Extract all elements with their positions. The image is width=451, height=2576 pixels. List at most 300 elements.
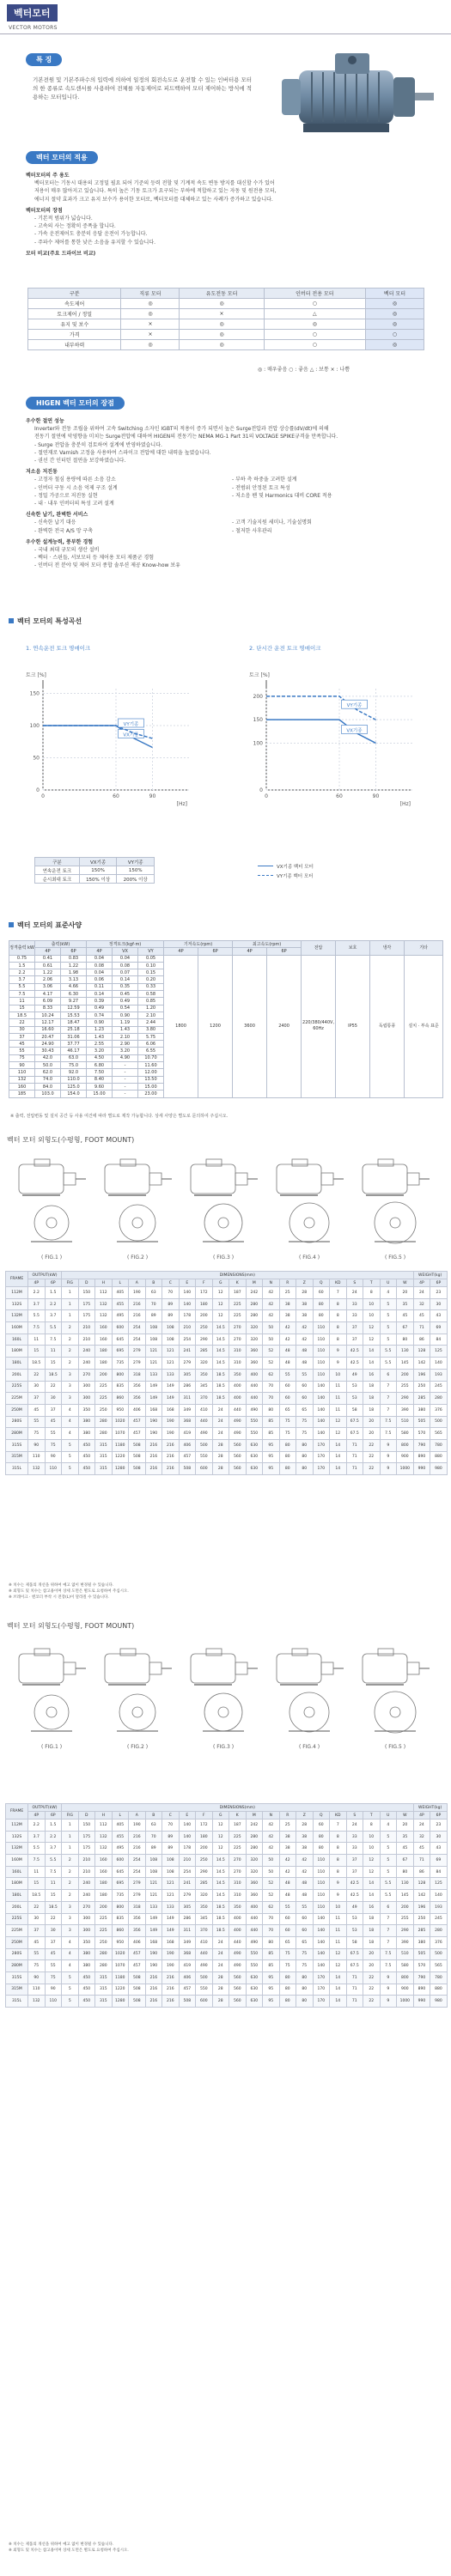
compare-rating: ○: [365, 330, 424, 340]
dimension-cell: 28: [212, 1996, 229, 2008]
dimension-cell: 1: [62, 1831, 79, 1843]
dimension-cell: 170: [313, 1451, 330, 1463]
dimension-cell: 254: [129, 1334, 146, 1346]
dimension-cell: 356: [129, 1381, 146, 1393]
dimension-cell: 400: [229, 1393, 247, 1405]
dimension-cell: 52: [263, 1358, 280, 1370]
dim-header: Q: [313, 1279, 330, 1287]
dimension-cell: 71: [413, 1855, 430, 1867]
outline-figure: [270, 1157, 349, 1261]
higen-pill: HIGEN 벡터 모터의 장점: [26, 397, 125, 410]
y-tick-label: 50: [33, 755, 40, 762]
dimension-cell: 315: [95, 1996, 113, 2008]
dimension-cell: 1: [62, 1310, 79, 1322]
bullet-icon: [9, 618, 14, 623]
dimension-cell: 405: [112, 1287, 129, 1299]
dim-group-header: DIMENSIONS(mm): [62, 1804, 414, 1812]
dimension-cell: 132: [28, 1996, 46, 2008]
spec-cell: 3.7: [9, 976, 35, 983]
dimension-cell: 190: [145, 1948, 162, 1960]
dimension-cell: 33: [346, 1298, 363, 1310]
figure-caption: ( FIG.2 ): [126, 1744, 149, 1750]
ratio-cell: 순시최대 토크: [35, 875, 80, 884]
dimension-cell: 9: [380, 1984, 397, 1996]
spec-cell: 5.75: [138, 1033, 164, 1040]
dimension-cell: 133: [162, 1901, 180, 1913]
dimension-cell: 216: [145, 1451, 162, 1463]
compare-row-label: 토크제어 / 정밀: [28, 309, 121, 319]
dimension-cell: 3.7: [45, 1310, 62, 1322]
spec-section-title: [9, 920, 82, 930]
dimension-cell: 9: [380, 1996, 397, 2008]
dimension-cell: 4: [380, 1820, 397, 1832]
dimension-cell: 380: [78, 1416, 95, 1428]
dimension-cell: 22: [363, 1439, 381, 1451]
dimension-cell: 30: [45, 1925, 62, 1937]
spec-cell: 3.80: [138, 1026, 164, 1033]
y-tick-label: 200: [253, 693, 263, 700]
dimension-cell: 320: [196, 1358, 213, 1370]
dimension-cell: 70: [263, 1393, 280, 1405]
dim-header: B: [145, 1812, 162, 1820]
dimension-cell: 3: [62, 1901, 79, 1913]
dimension-cell: 18.5: [212, 1913, 229, 1925]
dimension-cell: 280: [95, 1960, 113, 1972]
spec-cell: 0.14: [87, 991, 113, 998]
spec-cell: 3.13: [61, 976, 87, 983]
dimension-cell: 695: [112, 1878, 129, 1890]
dimension-cell: 178: [179, 1310, 196, 1322]
dimension-cell: 7.5: [380, 1416, 397, 1428]
dimension-cell: 18.5: [212, 1393, 229, 1405]
spec-protection: IP55: [336, 955, 370, 1097]
dimension-cell: 24: [212, 1960, 229, 1972]
dimension-cell: 250: [413, 1913, 430, 1925]
spec-cell: 42.0: [35, 1054, 61, 1061]
dim-header: F: [196, 1279, 213, 1287]
dimension-cell: 121: [162, 1878, 180, 1890]
higen-line: - 완벽한 전국 A/S 망 구축: [34, 527, 94, 534]
dimension-cell: 190: [129, 1287, 146, 1299]
frame-cell: 132M: [6, 1310, 28, 1322]
spec-cell: 0.35: [113, 983, 138, 990]
spec-cell: 110: [9, 1069, 35, 1076]
dimension-cell: 490: [229, 1416, 247, 1428]
dimension-cell: 440: [246, 1381, 263, 1393]
dimension-cell: 48: [296, 1346, 314, 1358]
spec-note: ※ 출력, 전압변동 및 설치 공간 등 사용 여건에 따라 별도로 제작 가능합니다. 상세 사양은 별도로 문의하여 주십시오.: [10, 1114, 229, 1119]
dimension-cell: 125: [430, 1346, 448, 1358]
dimension-cell: 7: [380, 1381, 397, 1393]
dimension-cell: 310: [229, 1890, 247, 1902]
spec-cell: 6.06: [138, 1041, 164, 1048]
higen-line: - 전범위 안정된 토크 특성: [232, 484, 290, 491]
dimension-cell: 70: [263, 1381, 280, 1393]
dimension-cell: 187: [229, 1287, 247, 1299]
dimension-cell: 142: [413, 1890, 430, 1902]
dimension-cell: 290: [397, 1393, 414, 1405]
dimension-cell: 7.5: [380, 1948, 397, 1960]
dimension-cell: 320: [246, 1866, 263, 1878]
dimension-cell: 10: [363, 1298, 381, 1310]
spec-cell: 1.22: [61, 962, 87, 969]
spec-cell: 1.22: [35, 969, 61, 976]
dimension-row: [6, 1820, 448, 1832]
figure-caption: ( FIG.4 ): [298, 1255, 320, 1261]
dimension-cell: 49: [346, 1901, 363, 1913]
dimension-cell: 24: [212, 1404, 229, 1416]
dimension-cell: 600: [112, 1855, 129, 1867]
outline-figure: [184, 1647, 263, 1750]
ratio-cell: 150%: [79, 866, 117, 875]
dimension-cell: 132: [95, 1831, 113, 1843]
spec-cell: 1.5: [9, 962, 35, 969]
dimension-cell: 440: [246, 1913, 263, 1925]
dimension-cell: 160: [95, 1322, 113, 1334]
dimension-cell: 42: [279, 1866, 296, 1878]
spec-cell: 30.43: [35, 1048, 61, 1054]
dimension-cell: 419: [179, 1960, 196, 1972]
spec-cell: 4.17: [35, 991, 61, 998]
dimension-cell: 67: [397, 1855, 414, 1867]
dimension-cell: 55: [28, 1416, 46, 1428]
frame-cell: 315M: [6, 1984, 28, 1996]
frame-cell: 180L: [6, 1890, 28, 1902]
dimension-cell: 1070: [112, 1428, 129, 1440]
dimension-cell: 1180: [112, 1971, 129, 1984]
dimension-cell: 42: [279, 1322, 296, 1334]
dimension-cell: 280: [246, 1843, 263, 1855]
spec-cell: 22: [9, 1019, 35, 1026]
dimension-cell: 550: [246, 1960, 263, 1972]
spec-cell: 8.40: [87, 1076, 113, 1083]
dimension-cell: 360: [246, 1346, 263, 1358]
dimension-cell: 360: [246, 1878, 263, 1890]
compare-legend: ◎ : 매우좋음 ○ : 좋음 △ : 보통 × : 나쁨: [258, 367, 350, 373]
compare-row: [28, 319, 424, 330]
frame-cell: 315L: [6, 1996, 28, 2008]
dimension-cell: 160: [95, 1855, 113, 1867]
frame-cell: 250M: [6, 1936, 28, 1948]
dim-header: E: [179, 1812, 196, 1820]
dimension-cell: 71: [346, 1971, 363, 1984]
dimension-cell: 254: [179, 1866, 196, 1878]
dimension-cell: 75: [296, 1428, 314, 1440]
dimension-cell: 280: [246, 1310, 263, 1322]
dimension-cell: 4: [380, 1287, 397, 1299]
spec-other: 설치 · 부속 표준: [405, 955, 443, 1097]
dimension-cell: 12: [363, 1322, 381, 1334]
dimension-cell: 225: [229, 1843, 247, 1855]
higen-line: - 고정자 철심 용량에 따른 소음 감소: [34, 477, 116, 483]
cmp-header: 구분: [28, 289, 121, 299]
dimension-cell: 110: [313, 1890, 330, 1902]
dimension-cell: 457: [179, 1451, 196, 1463]
higen-line: - Surge 전압을 충분히 검토하여 설계에 반영하였습니다.: [34, 441, 162, 448]
dimension-cell: 406: [179, 1439, 196, 1451]
dimension-cell: 24: [346, 1287, 363, 1299]
dimension-cell: 71: [346, 1451, 363, 1463]
dimension-cell: 58: [346, 1404, 363, 1416]
dimension-cell: 630: [246, 1984, 263, 1996]
dimension-cell: 630: [246, 1439, 263, 1451]
app-item-line: 벡터모터는 기동시 대용의 고정밀 필요 되어 기준의 등력 전할 및 기계적 속도 변동 방지를 대신할 수가 있어: [34, 180, 275, 187]
spec-cell: 103.0: [35, 1091, 61, 1097]
dimension-cell: 108: [162, 1855, 180, 1867]
dimension-cell: 2: [62, 1334, 79, 1346]
dimension-cell: 15: [28, 1878, 46, 1890]
compare-rating: ×: [180, 309, 264, 319]
dimension-cell: 121: [162, 1346, 180, 1358]
spec-cell: 5.5: [9, 983, 35, 990]
dimension-cell: 14: [363, 1890, 381, 1902]
dimension-cell: 380: [78, 1428, 95, 1440]
dimension-cell: 75: [279, 1416, 296, 1428]
dimension-cell: 860: [112, 1925, 129, 1937]
dimension-cell: 53: [346, 1393, 363, 1405]
dimension-cell: 18: [363, 1393, 381, 1405]
dimension-cell: 11: [330, 1381, 347, 1393]
dimension-cell: 24: [212, 1936, 229, 1948]
dimension-cell: 45: [45, 1416, 62, 1428]
dimension-cell: 190: [162, 1428, 180, 1440]
dimension-row: [6, 1890, 448, 1902]
dimension-cell: 550: [246, 1416, 263, 1428]
dimension-cell: 42.5: [346, 1346, 363, 1358]
dimension-cell: 1: [62, 1843, 79, 1855]
dim-header: N: [263, 1812, 280, 1820]
spec-cell: 0.90: [113, 1012, 138, 1018]
spec-subheader: 6P: [61, 948, 87, 955]
higen-line: - 저소음 팬 및 Harmonics 대비 CORE 적용: [232, 492, 332, 499]
motor-outline-drawing: [184, 1157, 263, 1247]
dimension-cell: 60: [296, 1393, 314, 1405]
dim-header: B: [145, 1279, 162, 1287]
dimension-cell: 500: [430, 1948, 448, 1960]
dimension-cell: 70: [263, 1913, 280, 1925]
dim-header: U: [380, 1279, 397, 1287]
frame-cell: 225M: [6, 1393, 28, 1405]
higen-line: - 권선 간 인터턴 절연을 보강하였습니다.: [34, 458, 126, 465]
dimension-cell: 133: [145, 1369, 162, 1381]
dim-header: H: [95, 1812, 113, 1820]
dimension-cell: 48: [296, 1358, 314, 1370]
dimension-cell: 780: [430, 1971, 448, 1984]
dimension-cell: 60: [279, 1925, 296, 1937]
spec-cell: 160: [9, 1083, 35, 1090]
dim-group-header: OUTPUT(kW): [28, 1272, 62, 1279]
higen-line: - 정밀 가공으로 저진동 실현: [34, 492, 98, 499]
dimension-cell: 4: [62, 1404, 79, 1416]
spec-cell: 1.19: [113, 1019, 138, 1026]
dimension-cell: 12: [363, 1855, 381, 1867]
dimension-cell: 285: [413, 1925, 430, 1937]
dimension-cell: 42.5: [346, 1878, 363, 1890]
dimension-cell: 37: [346, 1334, 363, 1346]
dimension-cell: 110: [313, 1358, 330, 1370]
dimension-cell: 140: [179, 1831, 196, 1843]
dimension-cell: 405: [112, 1820, 129, 1832]
dimension-cell: 38: [279, 1310, 296, 1322]
dimension-cell: 168: [162, 1404, 180, 1416]
dimension-cell: 80: [313, 1831, 330, 1843]
spec-header: 기타: [405, 941, 443, 956]
spec-cell: 4.66: [61, 983, 87, 990]
dimension-cell: 280: [95, 1948, 113, 1960]
dimension-cell: 508: [129, 1463, 146, 1475]
dimension-cell: 149: [145, 1381, 162, 1393]
dimension-cell: 800: [112, 1369, 129, 1381]
dimension-cell: 55: [296, 1901, 314, 1913]
dimension-cell: 37: [45, 1936, 62, 1948]
dim-header: Z: [296, 1812, 314, 1820]
ratio-header: VY기종: [117, 858, 155, 866]
dimension-cell: 110: [313, 1322, 330, 1334]
dimension-cell: 178: [179, 1843, 196, 1855]
dimension-cell: 32: [413, 1831, 430, 1843]
spec-cell: 12.00: [138, 1069, 164, 1076]
dimension-cell: 216: [129, 1831, 146, 1843]
dimension-cell: 286: [179, 1913, 196, 1925]
dimension-cell: 216: [145, 1971, 162, 1984]
dimension-cell: 42: [263, 1298, 280, 1310]
spec-cell: 1.20: [138, 1005, 164, 1012]
dimension-cell: 9: [380, 1971, 397, 1984]
compare-rating: ×: [121, 319, 180, 330]
dim-header: U: [380, 1812, 397, 1820]
dimension-cell: 145: [397, 1358, 414, 1370]
dim-header: T: [363, 1279, 381, 1287]
dim-header: FIG: [62, 1812, 79, 1820]
dimension-cell: 835: [112, 1381, 129, 1393]
dimension-cell: 132: [28, 1463, 46, 1475]
dimension-cell: 290: [196, 1866, 213, 1878]
dimension-cell: 580: [397, 1428, 414, 1440]
dimension-cell: 12: [212, 1287, 229, 1299]
outline-figures-2: [12, 1647, 442, 1750]
dimension-cell: 132: [95, 1298, 113, 1310]
dimension-cell: 14.5: [212, 1855, 229, 1867]
dim-header: C: [162, 1812, 180, 1820]
dimension-cell: 15: [45, 1358, 62, 1370]
dimension-cell: 80: [296, 1996, 314, 2008]
dimension-cell: 45: [413, 1843, 430, 1855]
spec-cell: 132: [9, 1076, 35, 1083]
compare-rating: ○: [264, 340, 365, 350]
dimension-cell: 30: [28, 1913, 46, 1925]
dimension-cell: 48: [279, 1890, 296, 1902]
dim-header: 6P: [45, 1812, 62, 1820]
dimension-cell: 5: [62, 1451, 79, 1463]
dimension-cell: 242: [246, 1820, 263, 1832]
dimension-cell: 200: [397, 1369, 414, 1381]
dimension-cell: 48: [279, 1346, 296, 1358]
dimension-cell: 65: [279, 1936, 296, 1948]
dimension-cell: 495: [112, 1310, 129, 1322]
dimension-cell: 65: [279, 1404, 296, 1416]
dimension-cell: 290: [196, 1334, 213, 1346]
spec-cell: -: [113, 1062, 138, 1069]
dimension-cell: 8: [330, 1310, 347, 1322]
dimension-cell: 490: [246, 1936, 263, 1948]
compare-rating: ◎: [365, 340, 424, 350]
dimension-cell: 67.5: [346, 1416, 363, 1428]
dimension-cell: 285: [196, 1346, 213, 1358]
dimension-cell: 3: [62, 1925, 79, 1937]
dimension-cell: 370: [196, 1393, 213, 1405]
dimension-cell: 108: [145, 1334, 162, 1346]
cmp-header: 인버터 전용 모터: [264, 289, 365, 299]
dimension-row: [6, 1901, 448, 1913]
dimension-cell: 950: [112, 1936, 129, 1948]
torque-chart-continuous: [17, 661, 215, 833]
dimension-cell: 32: [413, 1298, 430, 1310]
dimension-cell: 190: [162, 1416, 180, 1428]
spec-cell: 0.90: [87, 1019, 113, 1026]
dimension-cell: 5.5: [45, 1855, 62, 1867]
spec-cell: 0.11: [87, 983, 113, 990]
dimension-cell: 406: [129, 1404, 146, 1416]
dimension-cell: 50: [263, 1322, 280, 1334]
y-axis-label: 토크 [%]: [249, 672, 270, 678]
dimension-cell: 900: [397, 1984, 414, 1996]
dimension-cell: 60: [279, 1393, 296, 1405]
dimension-cell: 85: [263, 1948, 280, 1960]
higen-line: 전동기 절연에 악영향을 미치는 Surge전압에 대하여 HIGEN의 전동기는 NEMA MG-1 Part 31의 VOLTAGE SPIKE규격을 만족합니다.: [34, 434, 338, 440]
legend-line-dashed: [258, 875, 273, 876]
dimension-cell: 457: [179, 1984, 196, 1996]
dim-header: D: [78, 1812, 95, 1820]
dimension-cell: 121: [145, 1878, 162, 1890]
spec-cell: 12.59: [61, 1005, 87, 1012]
dimension-cell: 900: [397, 1451, 414, 1463]
dimension-cell: 800: [112, 1901, 129, 1913]
frame-cell: 160L: [6, 1866, 28, 1878]
dimension-cell: 22: [28, 1369, 46, 1381]
spec-header: 정격토크(kgf·m): [87, 941, 164, 948]
dimension-cell: 450: [78, 1996, 95, 2008]
dimension-cell: 3: [62, 1381, 79, 1393]
dimension-cell: 42: [296, 1855, 314, 1867]
spec-cell: 7.50: [87, 1069, 113, 1076]
dimension-cell: 254: [129, 1322, 146, 1334]
dimension-cell: 290: [397, 1925, 414, 1937]
dimension-cell: 28: [212, 1984, 229, 1996]
dimension-cell: 11: [45, 1878, 62, 1890]
dimension-cell: 12: [330, 1960, 347, 1972]
foot-mount-title-1: 벡터 모터 외형도(수평형, FOOT MOUNT): [7, 1136, 135, 1144]
dimension-cell: 170: [313, 1439, 330, 1451]
dimension-cell: 149: [162, 1913, 180, 1925]
dimension-cell: 108: [145, 1855, 162, 1867]
dimension-cell: 14: [330, 1984, 347, 1996]
dimension-cell: 241: [179, 1346, 196, 1358]
dimension-cell: 70: [162, 1820, 180, 1832]
dimension-cell: 89: [162, 1310, 180, 1322]
dimension-cell: 180: [196, 1831, 213, 1843]
dimension-cell: 2: [62, 1346, 79, 1358]
dimension-cell: 318: [129, 1901, 146, 1913]
dimension-cell: 3.7: [28, 1831, 46, 1843]
spec-cell: 2.10: [138, 1012, 164, 1018]
dimension-cell: 200: [397, 1901, 414, 1913]
dimension-cell: 7: [380, 1404, 397, 1416]
charts-section-title: [9, 617, 82, 626]
dimension-cell: 95: [263, 1971, 280, 1984]
dimension-cell: 22: [363, 1984, 381, 1996]
spec-cell: 4.90: [113, 1054, 138, 1061]
dimension-cell: 508: [129, 1451, 146, 1463]
